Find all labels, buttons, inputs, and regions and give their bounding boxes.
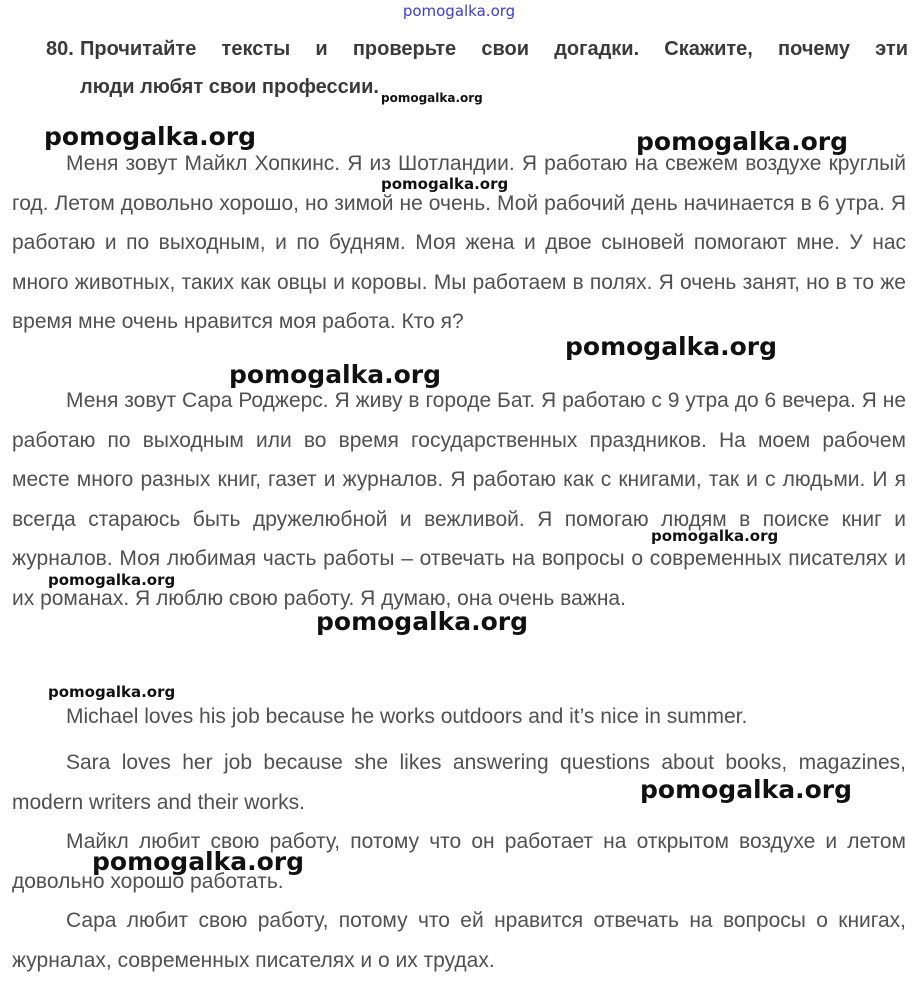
watermark: pomogalka.org	[44, 122, 257, 151]
exercise-title-line-1: Прочитайте тексты и проверьте свои догадки. Скажите, почему эти	[80, 38, 908, 60]
watermark: pomogalka.org	[92, 847, 305, 876]
text-paragraph-michael	[12, 144, 906, 342]
paragraph-text: Майкл любит свою работу, потому что он работает на открытом воздухе и летом довольно хорошо работать.	[12, 830, 906, 893]
answer-russian-sara	[12, 901, 906, 980]
watermark: pomogalka.org	[229, 360, 442, 389]
site-link[interactable]: pomogalka.org	[402, 2, 516, 20]
watermark: pomogalka.org	[565, 332, 778, 361]
paragraph-text: Sara loves her job because she likes answering questions about books, magazines, modern writers and their works.	[12, 751, 906, 814]
paragraph-text: Меня зовут Сара Роджерс. Я живу в городе Бат. Я работаю с 9 утра до 6 вечера. Я не работаю по выходным или во время государственных праздников. На моем рабочем месте много разных книг, газет и журналов. Я работаю как с книгами, так и с людьми. И я всегда стараюсь быть дружелюбной и вежливой. Я помогаю людям в поиске книг и журналов. Моя любимая часть работы – отвечать на вопросы о современных писателях и их романах. Я люблю свою работу. Я думаю, она очень важна.	[12, 389, 906, 610]
paragraph-text: Меня зовут Майкл Хопкинс. Я из Шотландии. Я работаю на свежем воздухе круглый год. Летом довольно хорошо, но зимой не очень. Мой рабочий день начинается в 6 утра. Я работаю и по выходным, и по будням. Моя жена и двое сыновей помогают мне. У нас много животных, таких как овцы и коровы. Мы работаем в полях. Я очень занят, но в то же время мне очень нравится моя работа. Кто я?	[12, 152, 906, 334]
exercise-title-line-2: люди любят свои профессии.	[80, 76, 379, 98]
watermark: pomogalka.org	[48, 571, 176, 589]
paragraph-text: Michael loves his job because he works outdoors and it’s nice in summer.	[66, 705, 748, 728]
answer-english-michael	[12, 697, 906, 737]
paragraph-text: Сара любит свою работу, потому что ей нравится отвечать на вопросы о книгах, журналах, современных писателях и о их трудах.	[12, 909, 906, 972]
watermark: pomogalka.org	[316, 607, 529, 636]
watermark: pomogalka.org	[381, 91, 483, 105]
watermark: pomogalka.org	[381, 175, 509, 193]
watermark: pomogalka.org	[636, 127, 849, 156]
exercise-number: 80.	[46, 38, 74, 60]
watermark: pomogalka.org	[651, 527, 779, 545]
watermark: pomogalka.org	[48, 683, 176, 701]
watermark: pomogalka.org	[640, 775, 853, 804]
